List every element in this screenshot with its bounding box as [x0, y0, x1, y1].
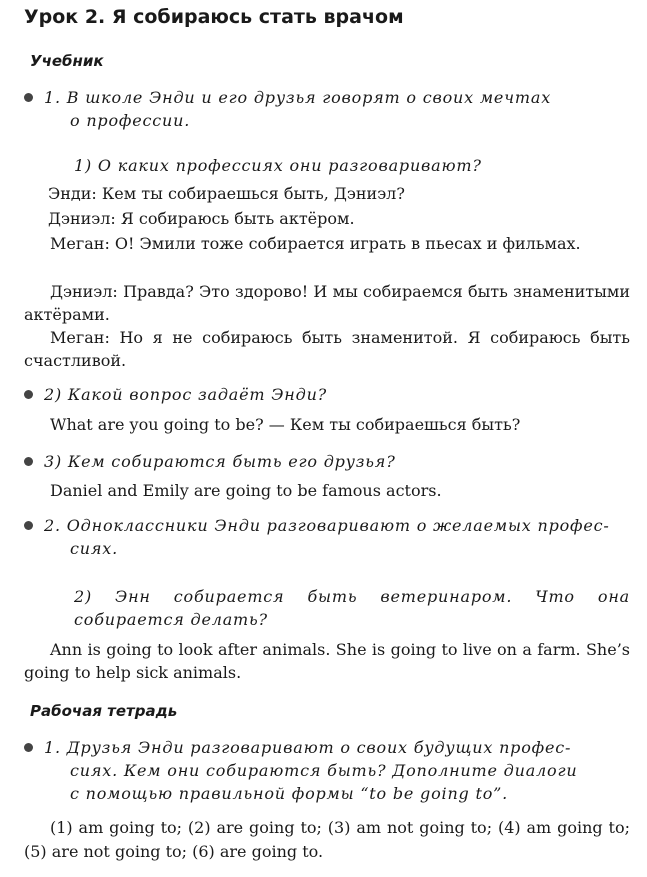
- dialog-line-2: Дэниэл: Я собираюсь быть актёром.: [48, 209, 355, 228]
- answer-3: Daniel and Emily are going to be famous actors.: [50, 481, 442, 500]
- workbook-heading: Рабочая тетрадь: [30, 702, 178, 720]
- textbook-task-1: [24, 86, 630, 132]
- textbook-heading: Учебник: [30, 52, 104, 70]
- workbook-task-1-line-3: с помощью правильной формы “to be going to”.: [70, 784, 509, 803]
- subquestion-3-text: 3) Кем собираются быть его друзья?: [44, 452, 396, 471]
- page-title: Урок 2. Я собираюсь стать врачом: [24, 6, 404, 28]
- task-1-subquestion-2: [24, 383, 630, 406]
- bullet-icon: [24, 457, 33, 466]
- workbook-answer: (1) am going to; (2) are going to; (3) am not going to; (4) am going to; (5) are not going to; (6) are going to.: [24, 818, 630, 861]
- task-2-answer: Ann is going to look after animals. She is going to live on a farm. She’s going to help sick animals.: [24, 640, 630, 682]
- workbook-task-1: [24, 736, 630, 805]
- task-1-line-2: о профессии.: [70, 111, 191, 130]
- subquestion-2-text: 2) Какой вопрос задаёт Энди?: [44, 385, 328, 404]
- task-1-line-1: 1. В школе Энди и его друзья говорят о своих мечтах: [44, 88, 552, 107]
- answer-2: What are you going to be? — Кем ты собираешься быть?: [50, 415, 521, 434]
- dialog-line-1: Энди: Кем ты собираешься быть, Дэниэл?: [48, 184, 405, 203]
- bullet-icon: [24, 93, 33, 102]
- bullet-icon: [24, 390, 33, 399]
- dialog-line-3: Меган: О! Эмили тоже собирается играть в пьесах и фильмах.: [50, 234, 581, 253]
- workbook-task-1-line-1: 1. Друзья Энди разговаривают о своих будущих профес-: [44, 738, 572, 757]
- textbook-task-2: [24, 514, 630, 560]
- workbook-task-1-line-2: сиях. Кем они собираются быть? Дополните диалоги: [70, 761, 578, 780]
- bullet-icon: [24, 743, 33, 752]
- task-1-subquestion-1: 1) О каких профессиях они разговаривают?: [74, 156, 482, 175]
- bullet-icon: [24, 521, 33, 530]
- task-1-subquestion-3: [24, 450, 630, 473]
- task-2-subquestion-2: 2) Энн собирается быть ветеринаром. Что она собирается делать?: [74, 587, 630, 629]
- task-2-line-1: 2. Одноклассники Энди разговаривают о желаемых профес-: [44, 516, 610, 535]
- dialog-line-5: Меган: Но я не собираюсь быть знаменитой. Я собираюсь быть счастливой.: [24, 328, 630, 370]
- dialog-line-4: Дэниэл: Правда? Это здорово! И мы собираемся быть знаменитыми актёрами.: [24, 282, 630, 324]
- task-2-line-2: сиях.: [70, 539, 118, 558]
